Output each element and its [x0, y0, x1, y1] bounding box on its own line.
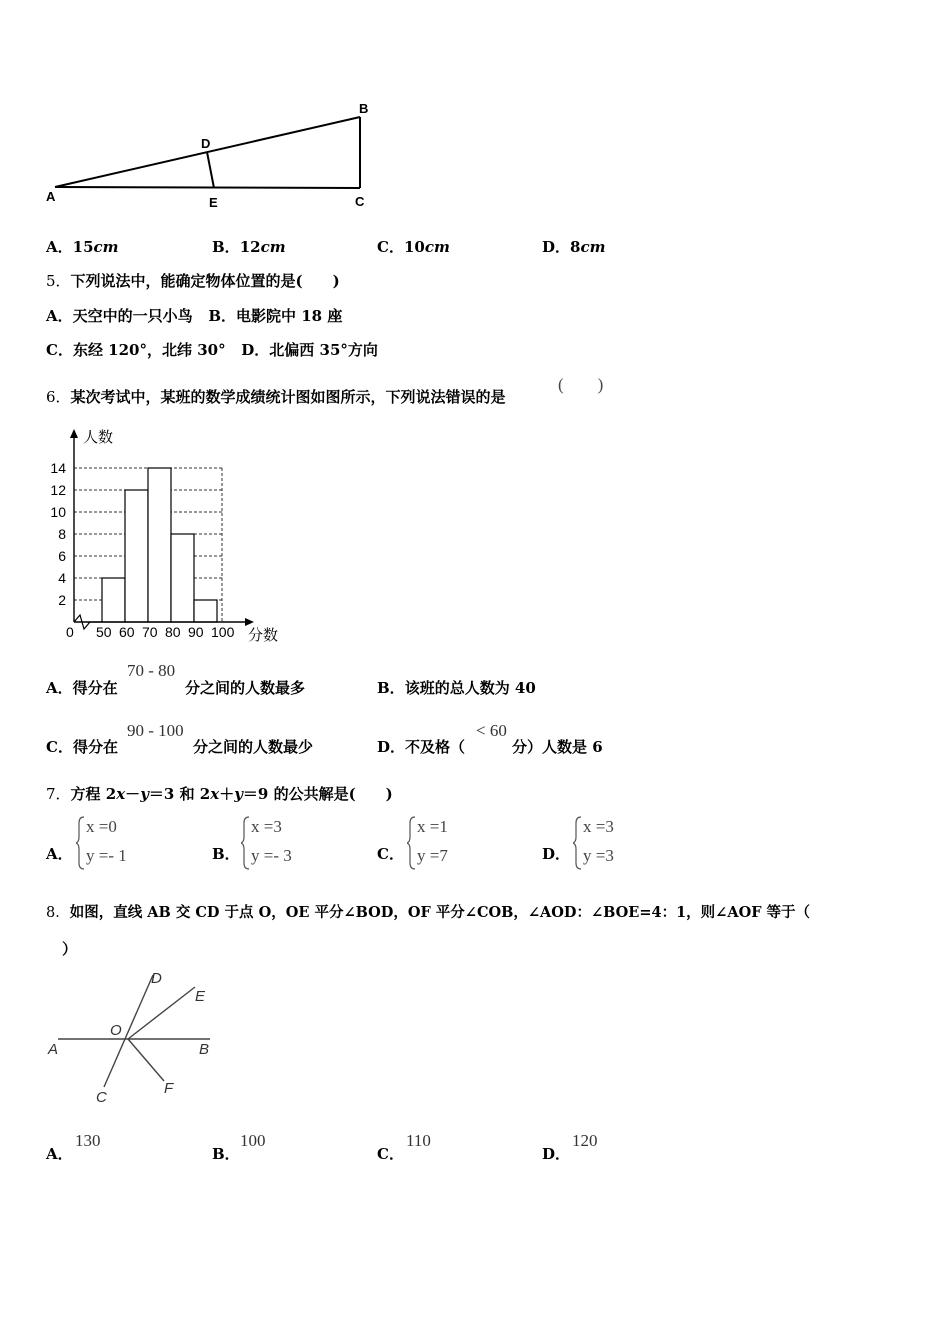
x-tick-label: 50	[96, 624, 112, 640]
q8-option-c-value: 110	[406, 1131, 431, 1150]
label-o: O	[110, 1022, 122, 1039]
label-b: B	[359, 101, 369, 116]
y-tick-label: 12	[50, 482, 66, 498]
q6-option-d-tail: 分）人数是 6	[512, 738, 603, 756]
x-tick-label: 90	[188, 624, 204, 640]
q7-option-c[interactable]: C．	[377, 845, 404, 863]
brace-icon	[76, 815, 86, 871]
q5-options-row2	[46, 339, 378, 360]
q6-option-d-range: < 60	[476, 721, 507, 740]
q4-triangle-figure	[40, 95, 380, 215]
q6-answer-bracket: ( )	[558, 375, 604, 394]
q7-option-a[interactable]: A．	[46, 845, 73, 863]
q8-option-a-value: 130	[75, 1131, 101, 1150]
q5-options-row1	[46, 305, 342, 326]
histogram-bar	[148, 468, 171, 622]
q5-option-d[interactable]: D．北偏西 35°方向	[241, 341, 378, 359]
q8-stem-end: ）	[62, 940, 78, 958]
y-tick-label: 2	[58, 592, 66, 608]
brace-icon	[241, 815, 251, 871]
label-b: B	[199, 1041, 210, 1058]
brace-icon	[407, 815, 417, 871]
q8-stem: 8．如图，直线 AB 交 CD 于点 O，OE 平分∠BOD，OF 平分∠COB，∠AOD：∠BOE=4：1，则∠AOF 等于（	[46, 904, 811, 921]
y-tick-label: 6	[58, 548, 66, 564]
q5-option-c[interactable]: C．东经 120°，北纬 30°	[46, 341, 226, 359]
chart-bars	[102, 468, 217, 622]
q6-option-c-tail: 分之间的人数最少	[193, 738, 314, 756]
histogram-bar	[171, 534, 194, 622]
x-tick-label: 70	[142, 624, 158, 640]
ray-of	[128, 1039, 164, 1081]
q6-option-b[interactable]: B．该班的总人数为 40	[377, 679, 536, 697]
q8-option-b[interactable]: B．	[212, 1145, 240, 1163]
y-tick-label: 8	[58, 526, 66, 542]
label-c: C	[96, 1089, 107, 1106]
ray-oe	[128, 987, 195, 1039]
label-a: A	[48, 1041, 59, 1058]
x-tick-label: 100	[211, 624, 235, 640]
label-d: D	[151, 970, 162, 987]
q8-option-c[interactable]: C．	[377, 1145, 404, 1163]
q6-option-c[interactable]: C．得分在	[46, 738, 118, 756]
y-axis-arrow	[70, 429, 78, 438]
q7-option-b[interactable]: B．	[212, 845, 240, 863]
x-axis-arrow	[245, 618, 254, 626]
y-tick-label: 14	[50, 460, 66, 476]
q8-option-d[interactable]: D．	[542, 1145, 571, 1163]
q8-option-a[interactable]: A．	[46, 1145, 73, 1163]
q8-option-b-value: 100	[240, 1131, 266, 1150]
label-d: D	[201, 136, 211, 151]
q4-option-d[interactable]: D．8cm	[542, 238, 606, 256]
q4-option-b[interactable]: B．12cm	[212, 238, 286, 256]
q7-stem: 7．方程 2x－y＝3 和 2x＋y＝9 的公共解是( )	[46, 785, 393, 803]
q7-option-d[interactable]: D．	[542, 845, 571, 863]
label-f: F	[164, 1080, 174, 1097]
chart-x-axis-label: 分数	[248, 627, 279, 644]
q6-option-a[interactable]: A．得分在	[46, 679, 118, 697]
q8-option-d-value: 120	[572, 1131, 598, 1150]
q8-lines-figure	[40, 965, 220, 1110]
label-a: A	[46, 189, 56, 204]
y-tick-label: 10	[50, 504, 66, 520]
q6-option-a-range: 70 - 80	[127, 661, 176, 680]
histogram-bar	[125, 490, 148, 622]
q6-option-d[interactable]: D．不及格（	[377, 738, 466, 756]
q5-option-a[interactable]: A．天空中的一只小鸟	[46, 307, 193, 325]
histogram-bar	[194, 600, 217, 622]
segment-ac	[55, 187, 360, 188]
x-tick-label: 60	[119, 624, 135, 640]
q5-stem: 5．下列说法中，能确定物体位置的是( )	[46, 272, 340, 290]
x-tick-label: 0	[66, 624, 74, 640]
q6-option-c-range: 90 - 100	[127, 721, 184, 740]
y-tick-label: 4	[58, 570, 66, 586]
q6-histogram	[40, 425, 300, 650]
chart-x-tick-labels	[66, 624, 235, 640]
q4-option-c[interactable]: C．10cm	[377, 238, 450, 256]
q6-stem: 6．某次考试中，某班的数学成绩统计图如图所示，下列说法错误的是	[46, 388, 506, 406]
histogram-bar	[102, 578, 125, 622]
chart-y-axis-label: 人数	[83, 429, 114, 446]
chart-y-tick-labels	[50, 460, 66, 608]
label-c: C	[355, 194, 365, 209]
segment-de	[207, 152, 214, 188]
q5-option-b[interactable]: B．电影院中 18 座	[208, 307, 343, 325]
label-e: E	[195, 988, 206, 1005]
x-tick-label: 80	[165, 624, 181, 640]
brace-icon	[573, 815, 583, 871]
q4-option-a[interactable]: A．15cm	[46, 238, 119, 256]
q6-option-a-tail: 分之间的人数最多	[185, 679, 306, 697]
label-e: E	[209, 195, 218, 210]
